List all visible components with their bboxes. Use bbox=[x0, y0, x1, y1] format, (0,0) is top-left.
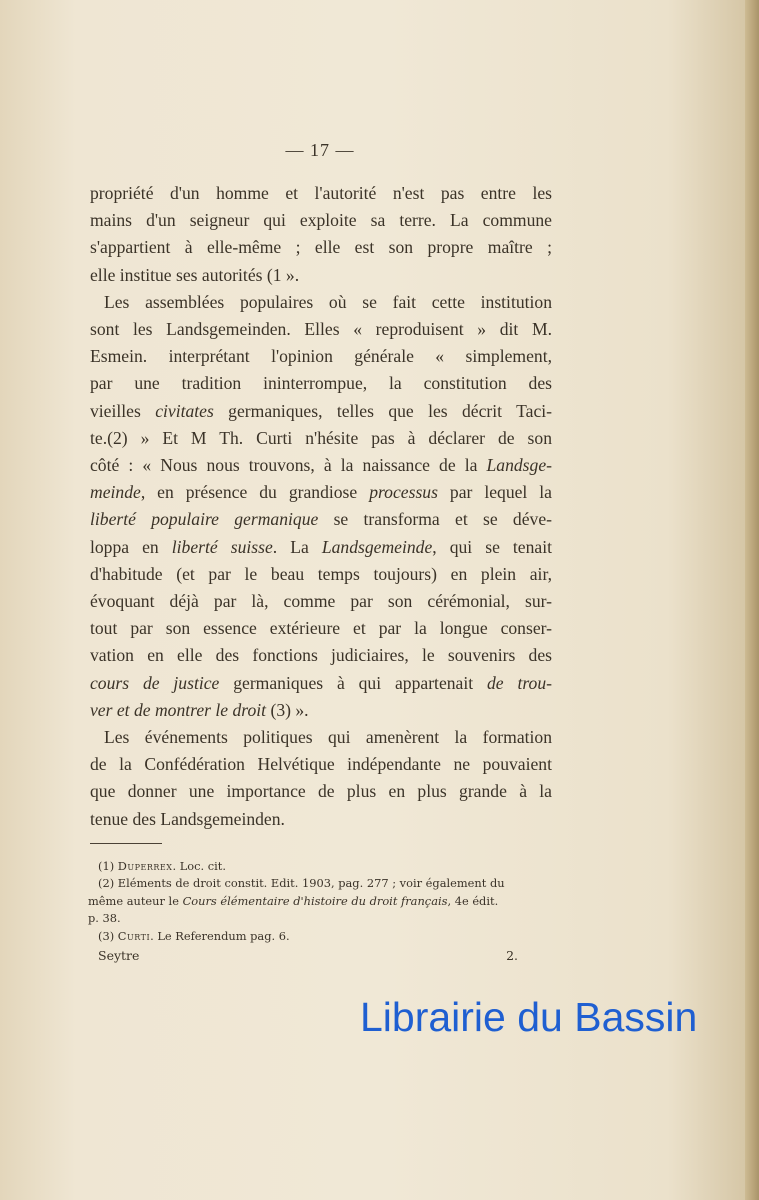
signature-sheet-number: 2. bbox=[506, 948, 518, 963]
text-line-segment: par une tradition ininterrompue, la constitution des bbox=[90, 373, 552, 394]
text-line bbox=[90, 343, 552, 370]
text-line bbox=[90, 425, 552, 452]
footnote-line-segment: Curti bbox=[117, 928, 151, 943]
text-line bbox=[90, 506, 552, 533]
text-line-segment: sont les Landsgemeinden. Elles « reproduisent » dit M. bbox=[90, 319, 552, 340]
footnote-line-segment: (1) bbox=[98, 859, 118, 873]
text-line bbox=[90, 642, 552, 669]
text-line bbox=[90, 452, 552, 479]
signature-line bbox=[98, 948, 518, 963]
text-line bbox=[90, 588, 552, 615]
text-line bbox=[90, 561, 552, 588]
text-line-segment: . La bbox=[272, 536, 322, 557]
text-line bbox=[90, 751, 552, 778]
footnote-line-segment: , 4e édit. bbox=[447, 893, 499, 908]
text-line-segment: de trou- bbox=[487, 672, 552, 693]
text-line bbox=[90, 398, 552, 425]
footnote-line-segment: . Le Referendum pag. 6. bbox=[150, 928, 290, 943]
text-line-segment: processus bbox=[369, 482, 438, 503]
footnote-line bbox=[88, 893, 554, 910]
text-line-segment: germaniques, telles que les décrit Taci- bbox=[213, 400, 552, 421]
text-line-segment: vieilles bbox=[90, 400, 156, 421]
footnote-rule bbox=[90, 843, 162, 844]
text-line-segment: évoquant déjà par là, comme par son cérémonial, sur- bbox=[90, 591, 552, 612]
footnote-line bbox=[88, 858, 554, 875]
text-line bbox=[90, 615, 552, 642]
footnote-line-segment: . Loc. cit. bbox=[172, 859, 226, 873]
footnote-line-segment: Cours élémentaire d'histoire du droit français bbox=[182, 893, 448, 908]
text-line-segment: vation en elle des fonctions judiciaires, le souvenirs des bbox=[90, 645, 552, 666]
text-line-segment: Landsgemeinde bbox=[321, 536, 433, 557]
text-line bbox=[90, 724, 552, 751]
text-line-segment: elle institue ses autorités (1 ». bbox=[90, 264, 300, 285]
text-line-segment: meinde bbox=[90, 482, 141, 503]
text-line-segment: par lequel la bbox=[437, 482, 552, 503]
text-line-segment: te.(2) » Et M Th. Curti n'hésite pas à déclarer de son bbox=[90, 427, 552, 448]
text-line-segment: mains d'un seigneur qui exploite sa terre. La commune bbox=[90, 210, 552, 231]
body-text bbox=[90, 180, 552, 833]
text-line-segment: tenue des Landsgemeinden. bbox=[90, 808, 285, 829]
text-line bbox=[90, 806, 552, 833]
text-line-segment: de la Confédération Helvétique indépendante ne pouvaient bbox=[90, 754, 552, 775]
text-line-segment: tout par son essence extérieure et par la longue conser- bbox=[90, 618, 552, 639]
text-line bbox=[90, 207, 552, 234]
text-line-segment: liberté populaire germanique bbox=[90, 509, 319, 530]
footnotes bbox=[88, 858, 554, 945]
text-line-segment: propriété d'un homme et l'autorité n'est pas entre les bbox=[90, 183, 552, 203]
footnote-line-segment: même auteur le bbox=[88, 893, 183, 908]
text-line bbox=[90, 479, 552, 506]
text-line-segment: Les événements politiques qui amenèrent la formation bbox=[104, 727, 552, 748]
text-line-segment: civitates bbox=[155, 400, 214, 421]
footnote-line bbox=[88, 910, 554, 927]
footnote-line-segment: Duperrex bbox=[117, 859, 173, 873]
text-line-segment: que donner une importance de plus en plus grande à la bbox=[90, 781, 552, 802]
text-line-segment: côté : « Nous nous trouvons, à la naissance de la bbox=[90, 455, 487, 476]
text-line bbox=[90, 697, 552, 724]
text-line bbox=[90, 316, 552, 343]
text-line-segment: (3) ». bbox=[266, 699, 309, 720]
signature-author: Seytre bbox=[98, 948, 140, 963]
text-line-segment: germaniques à qui appartenait bbox=[219, 672, 487, 693]
text-line bbox=[90, 370, 552, 397]
text-line bbox=[90, 289, 552, 316]
footnote-line-segment: (3) bbox=[98, 928, 118, 943]
footnote-line bbox=[88, 928, 554, 945]
footnote-line-segment: (2) Eléments de droit constit. Edit. 1903, pag. 277 ; voir également du bbox=[98, 876, 505, 891]
text-line-segment: cours de justice bbox=[90, 672, 220, 693]
text-line bbox=[90, 262, 552, 289]
text-line bbox=[90, 534, 552, 561]
text-line-segment: loppa en bbox=[90, 536, 172, 557]
footnote-line bbox=[88, 875, 554, 892]
text-line-segment: , qui se tenait bbox=[432, 536, 552, 557]
page-number: — 17 — bbox=[285, 140, 355, 160]
page-edge bbox=[745, 0, 759, 1200]
text-line-segment: liberté suisse bbox=[171, 536, 273, 557]
watermark: Librairie du Bassin bbox=[360, 994, 698, 1040]
text-line-segment: se transforma et se déve- bbox=[318, 509, 552, 530]
text-line-segment: Les assemblées populaires où se fait cette institution bbox=[104, 291, 552, 312]
text-line bbox=[90, 778, 552, 805]
text-line bbox=[90, 180, 552, 207]
text-line-segment: s'appartient à elle-même ; elle est son propre maître ; bbox=[90, 237, 552, 258]
text-line-segment: Esmein. interprétant l'opinion générale « simplement, bbox=[90, 346, 552, 367]
text-line-segment: , en présence du grandiose bbox=[140, 482, 370, 503]
footnote-line-segment: p. 38. bbox=[88, 911, 121, 926]
text-line-segment: d'habitude (et par le beau temps toujours) en plein air, bbox=[90, 563, 552, 584]
text-line bbox=[90, 670, 552, 697]
text-line bbox=[90, 234, 552, 261]
text-line-segment: ver et de montrer le droit bbox=[90, 699, 267, 720]
text-line-segment: Landsge- bbox=[486, 455, 552, 476]
